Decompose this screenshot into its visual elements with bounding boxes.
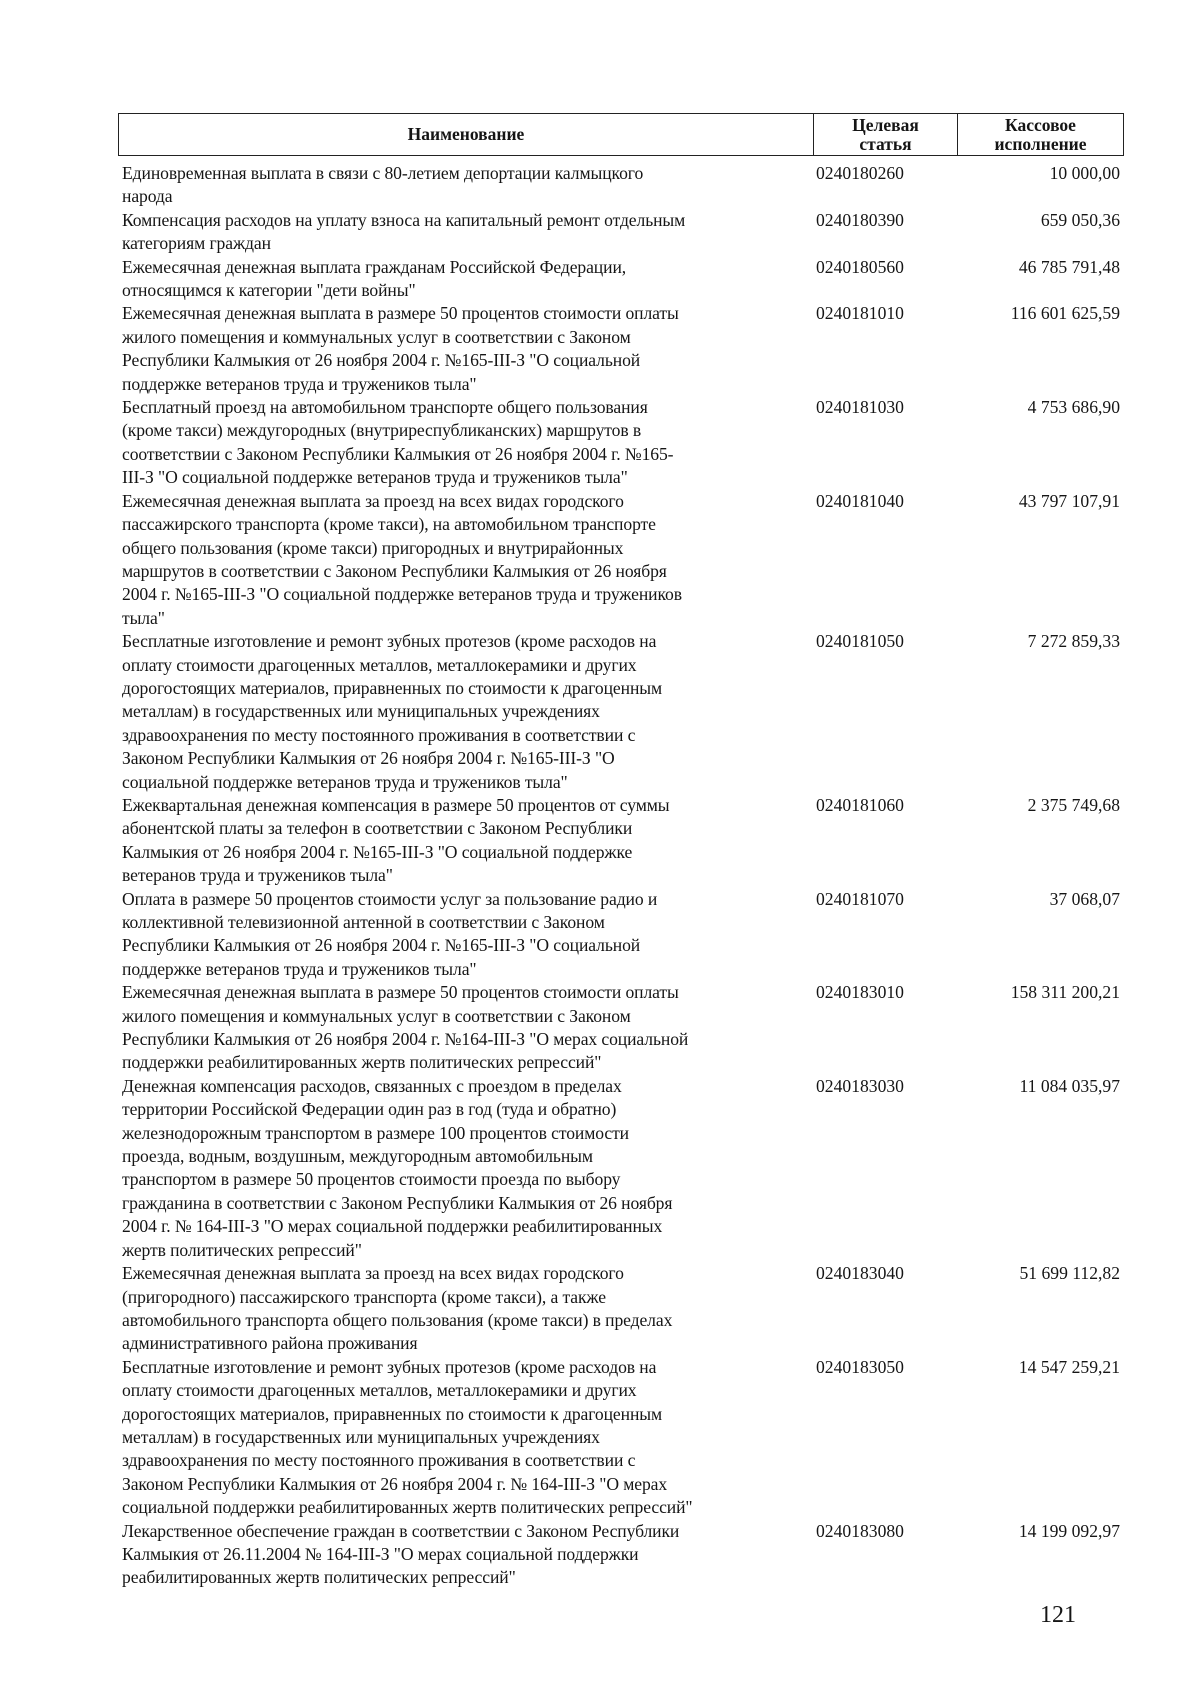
- row-cash-execution: 43 797 107,91: [1018, 490, 1120, 511]
- header-cash-execution: Кассовое исполнение: [994, 114, 1087, 154]
- row-name: Компенсация расходов на уплату взноса на капитальный ремонт отдельным категориям граждан: [122, 209, 686, 254]
- table-row: [122, 256, 1122, 303]
- row-target-article: 0240180560: [816, 256, 904, 277]
- header-name: Наименование: [119, 114, 814, 155]
- row-name: Ежемесячная денежная выплата в размере 50 процентов стоимости оплаты жилого помещения и коммунальных услуг в соответствии с Законом Республики Калмыкия от 26 ноября 2004 г. №165-III-З "О социальной поддержке ветеранов труда и тружеников тыла": [122, 303, 679, 394]
- row-name: Ежеквартальная денежная компенсация в размере 50 процентов от суммы абонентской платы за телефон в соответствии с Законом Республики Калмыкия от 26 ноября 2004 г. №165-III-З "О социальной поддержке ветеранов труда и тружеников тыла": [122, 794, 670, 886]
- row-target-article: 0240180260: [816, 163, 904, 183]
- row-cash-execution: 46 785 791,48: [1018, 256, 1120, 277]
- table-body: [122, 162, 1122, 1590]
- table-row: [122, 1075, 1122, 1262]
- row-target-article: 0240183040: [816, 1263, 904, 1284]
- row-cash-execution: 7 272 859,33: [1027, 631, 1120, 652]
- row-cash-execution: 116 601 625,59: [1010, 303, 1120, 324]
- row-name: Денежная компенсация расходов, связанных с проездом в пределах территории Российской Федерации один раз в год (туда и обратно) железнодорожным транспортом в размере 100 процентов стоимости проезда, водным, воздушным, междугородным автомобильным транспортом в размере 50 процентов стоимости проезда по выбору гражданина в соответствии с Законом Республики Калмыкия от 26 ноября 2004 г. № 164-III-З "О мерах социальной поддержки реабилитированных жертв политических репрессий": [122, 1075, 673, 1260]
- table-row: [122, 794, 1122, 888]
- row-name: Ежемесячная денежная выплата за проезд на всех видах городского пассажирского транспорта (кроме такси), на автомобильном транспорте общего пользования (кроме такси) пригородных и внутрирайонных маршрутов в соответствии с Законом Республики Калмыкия от 26 ноября 2004 г. №165-III-З "О социальной поддержке ветеранов труда и тружеников тыла": [122, 490, 682, 628]
- row-cash-execution: 158 311 200,21: [1010, 982, 1120, 1003]
- row-name: Бесплатные изготовление и ремонт зубных протезов (кроме расходов на оплату стоимости драгоценных металлов, металлокерамики и других дорогостоящих материалов, приравненных по стоимости к драгоценным металлам) в государственных или муниципальных учреждениях здравоохранения по месту постоянного проживания в соответствии с Законом Республики Калмыкия от 26 ноября 2004 г. № 164-III-З "О мерах социальной поддержки реабилитированных жертв политических репрессий": [122, 1356, 693, 1518]
- table-row: [122, 209, 1122, 256]
- row-cash-execution: 659 050,36: [1040, 209, 1120, 230]
- row-target-article: 0240183010: [816, 982, 904, 1003]
- table-row: [122, 302, 1122, 396]
- row-cash-execution: 4 753 686,90: [1027, 397, 1120, 418]
- row-target-article: 0240183030: [816, 1075, 904, 1096]
- row-cash-execution: 14 199 092,97: [1018, 1520, 1120, 1541]
- table-row: [122, 1520, 1122, 1590]
- row-cash-execution: 14 547 259,21: [1018, 1356, 1120, 1377]
- row-cash-execution: 2 375 749,68: [1027, 794, 1120, 815]
- row-name: Ежемесячная денежная выплата за проезд на всех видах городского (пригородного) пассажирского транспорта (кроме такси), а также автомобильного транспорта общего пользования (кроме такси) в пределах административного района проживания: [122, 1263, 673, 1354]
- row-name: Оплата в размере 50 процентов стоимости услуг за пользование радио и коллективной телевизионной антенной в соответствии с Законом Республики Калмыкия от 26 ноября 2004 г. №165-III-З "О социальной поддержке ветеранов труда и тружеников тыла": [122, 888, 658, 979]
- table-header: [118, 113, 1124, 156]
- page-number: 121: [1040, 1602, 1076, 1628]
- row-cash-execution: 10 000,00: [1049, 163, 1120, 183]
- row-target-article: 0240181040: [816, 490, 904, 511]
- row-target-article: 0240181060: [816, 794, 904, 815]
- table-row: [122, 888, 1122, 982]
- row-target-article: 0240181050: [816, 631, 904, 652]
- row-cash-execution: 37 068,07: [1049, 888, 1120, 909]
- row-target-article: 0240183050: [816, 1356, 904, 1377]
- row-target-article: 0240181030: [816, 397, 904, 418]
- table-row: [122, 162, 1122, 209]
- row-name: Ежемесячная денежная выплата гражданам Российской Федерации, относящимся к категории "дети войны": [122, 256, 627, 301]
- table-row: [122, 1262, 1122, 1356]
- row-cash-execution: 51 699 112,82: [1019, 1263, 1120, 1284]
- row-name: Бесплатные изготовление и ремонт зубных протезов (кроме расходов на оплату стоимости драгоценных металлов, металлокерамики и других дорогостоящих материалов, приравненных по стоимости к драгоценным металлам) в государственных или муниципальных учреждениях здравоохранения по месту постоянного проживания в соответствии с Законом Республики Калмыкия от 26 ноября 2004 г. №165-III-З "О социальной поддержке ветеранов труда и тружеников тыла": [122, 631, 663, 792]
- table-row: [122, 490, 1122, 630]
- row-name: Бесплатный проезд на автомобильном транспорте общего пользования (кроме такси) междугородных (внутриреспубликанских) маршрутов в соответствии с Законом Республики Калмыкия от 26 ноября 2004 г. №165- III-З "О социальной поддержке ветеранов труда и тружеников тыла": [122, 397, 674, 488]
- row-target-article: 0240180390: [816, 209, 904, 230]
- row-target-article: 0240181070: [816, 888, 904, 909]
- table-row: [122, 1356, 1122, 1520]
- row-cash-execution: 11 084 035,97: [1019, 1075, 1120, 1096]
- row-target-article: 0240183080: [816, 1520, 904, 1541]
- table-row: [122, 396, 1122, 490]
- row-name: Лекарственное обеспечение граждан в соответствии с Законом Республики Калмыкия от 26.11.2004 № 164-III-З "О мерах социальной поддержки реабилитированных жертв политических репрессий": [122, 1520, 680, 1588]
- row-name: Ежемесячная денежная выплата в размере 50 процентов стоимости оплаты жилого помещения и коммунальных услуг в соответствии с Законом Республики Калмыкия от 26 ноября 2004 г. №164-III-З "О мерах социальной поддержки реабилитированных жертв политических репрессий": [122, 982, 689, 1073]
- row-target-article: 0240181010: [816, 303, 904, 324]
- header-target-article: Целевая статья: [814, 114, 958, 155]
- row-name: Единовременная выплата в связи с 80-летием депортации калмыцкого народа: [122, 163, 644, 207]
- table-row: [122, 630, 1122, 794]
- table-row: [122, 981, 1122, 1075]
